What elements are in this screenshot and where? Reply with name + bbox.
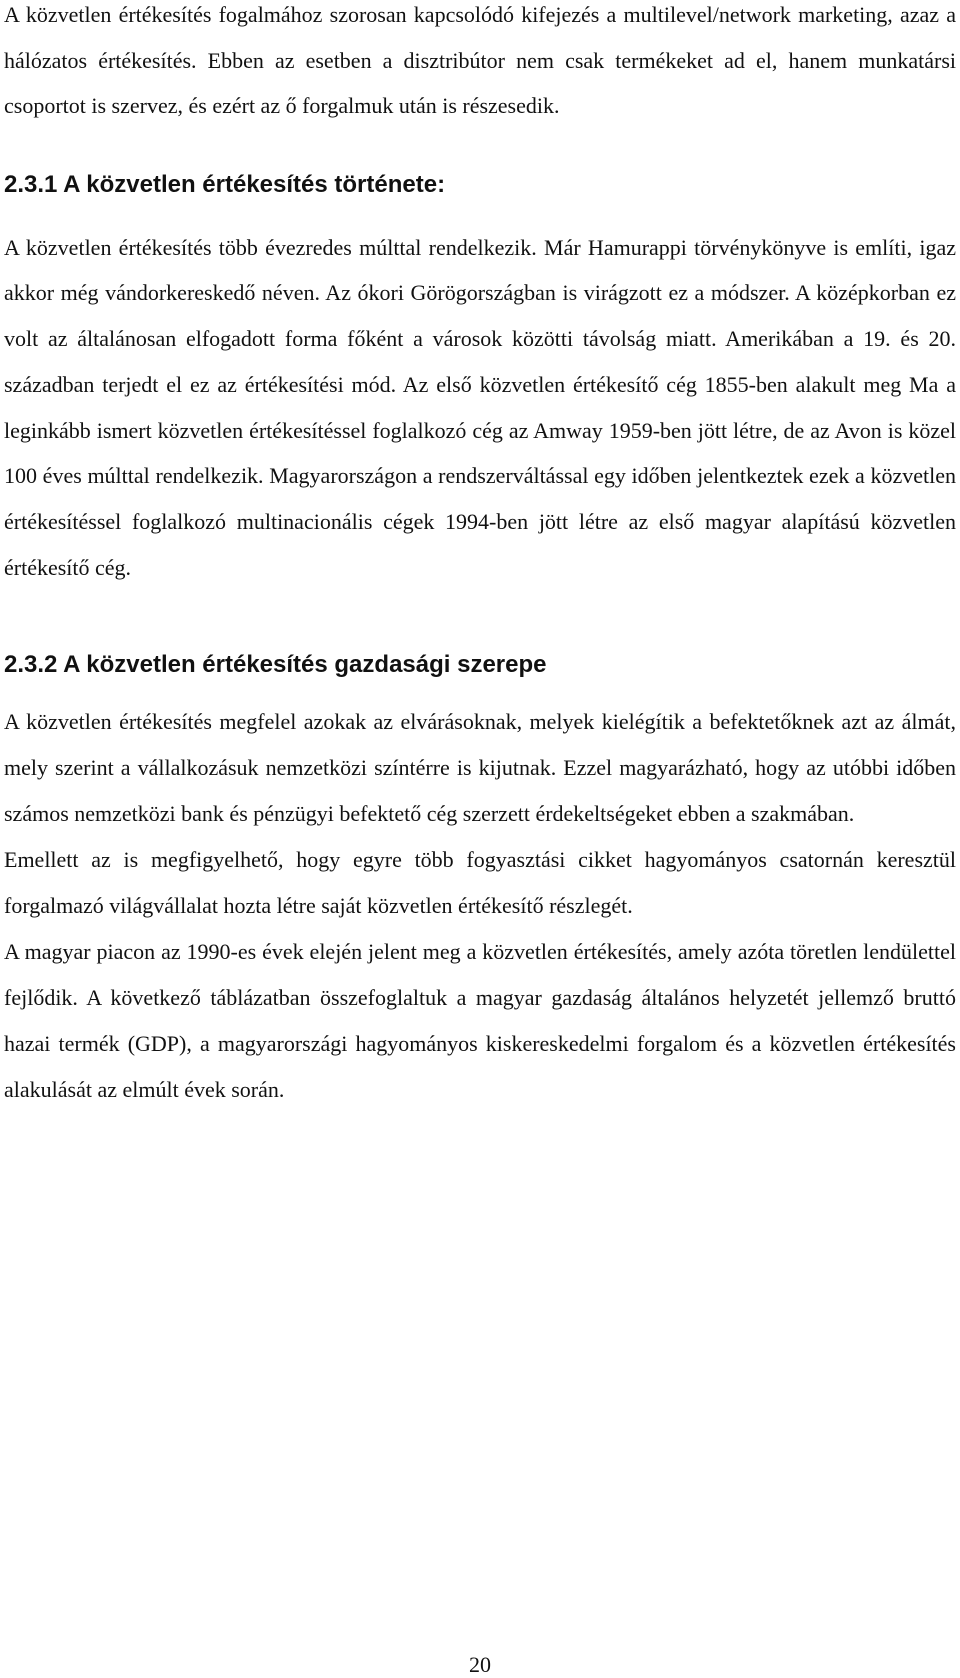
- history-paragraph: A közvetlen értékesítés több évezredes múlttal rendelkezik. Már Hamurappi törvénykönyve is említi, igaz akkor még vándorkereskedő néven. Az ókori Görögországban is virágzott ez a módszer. A középkorban ez volt az általánosan elfogadott forma főként a városok közötti távolság miatt. Amerikában a 19. és 20. században terjedt el ez az értékesítési mód. Az első közvetlen értékesítő cég 1855-ben alakult meg Ma a leginkább ismert közvetlen értékesítéssel foglalkozó cég az Amway 1959-ben jött létre, de az Avon is közel 100 éves múlttal rendelkezik. Magyarországon a rendszerváltással egy időben jelentkeztek ezek a közvetlen értékesítéssel foglalkozó multinacionális cégek 1994-ben jött létre az első magyar alapítású közvetlen értékesítő cég.: [4, 234, 956, 581]
- economic-role-paragraph-3: A magyar piacon az 1990-es évek elején jelent meg a közvetlen értékesítés, amely azóta töretlen lendülettel fejlődik. A következő táblázatban összefoglaltuk a magyar gazdaság általános helyzetét jellemző bruttó hazai termék (GDP), a magyarországi hagyományos kiskereskedelmi forgalom és a közvetlen értékesítés alakulását az elmúlt évek során.: [4, 938, 956, 1102]
- economic-role-paragraph-1: A közvetlen értékesítés megfelel azokak az elvárásoknak, melyek kielégítik a befektetőknek azt az álmát, mely szerint a vállalkozásuk nemzetközi színtérre is kijutnak. Ezzel magyarázható, hogy az utóbbi időben számos nemzetközi bank és pénzügyi befektető cég szerzett érdekeltségeket ebben a szakmában.: [4, 708, 956, 826]
- economic-role-paragraph-2: Emellett az is megfigyelhető, hogy egyre több fogyasztási cikket hagyományos csatornán keresztül forgalmazó világvállalat hozta létre saját közvetlen értékesítő részlegét.: [4, 846, 956, 918]
- section-heading-economic-role: 2.3.2 A közvetlen értékesítés gazdasági szerepe: [4, 650, 547, 678]
- intro-paragraph: A közvetlen értékesítés fogalmához szorosan kapcsolódó kifejezés a multilevel/network marketing, azaz a hálózatos értékesítés. Ebben az esetben a disztribútor nem csak termékeket ad el, hanem munkatársi csoportot is szervez, és ezért az ő forgalmuk után is részesedik.: [4, 2, 956, 118]
- page-number: 20: [469, 1652, 491, 1677]
- section-heading-history: 2.3.1 A közvetlen értékesítés története:: [4, 170, 446, 198]
- document-page: [4, 0, 956, 1113]
